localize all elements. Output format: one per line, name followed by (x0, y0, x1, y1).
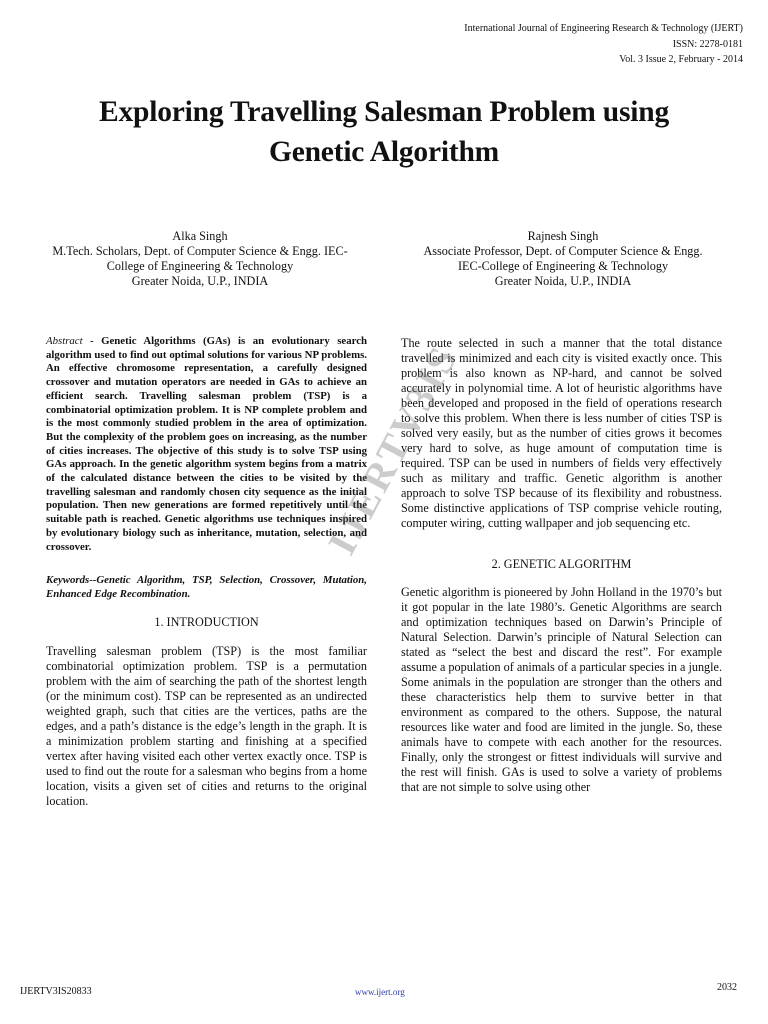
paper-title-line1: Exploring Travelling Salesman Problem using (98, 96, 669, 128)
author-name: Alka Singh (172, 229, 228, 243)
footer-website-link[interactable]: www.ijert.org (355, 987, 405, 997)
author-affiliation: IEC-College of Engineering & Technology (457, 259, 669, 273)
journal-name: International Journal of Engineering Research & Technology (IJERT) (464, 23, 743, 34)
abstract-text-rest: The objective of this study is to solve TSP using GAs approach. In the genetic algorithm system begins from a matrix of the calculated distance between the cities to be visited by the travelling salesman and randomly chosen city sequence as the initial population. Then new generations are formed repetitively until the suitable path is reached. Genetic algorithms use techniques inspired by evolutionary biology such as inheritance, mutation, selection, and crossover. (46, 444, 367, 553)
abstract-text-bold: - Genetic Algorithms (GAs) is an evolutionary search algorithm used to find out optimal solutions for various NP problems. An effective chromosome representation, a carefully designed crossover and mutation operators are needed in GAs to achieve an efficient search. Travelling salesman problem (TSP) is a combinatorial optimization problem. It is NP complete problem and is the most commonly studied problem in the area of optimization. But the complexity of the problem goes on increasing, as the number of cities increases. (46, 335, 367, 457)
author-affiliation: Associate Professor, Dept. of Computer Science & Engg. (423, 244, 703, 258)
abstract-label: Abstract (46, 335, 83, 347)
section-heading-genetic-algorithm: 2. GENETIC ALGORITHM (491, 557, 632, 571)
genetic-algorithm-body: Genetic algorithm is pioneered by John Holland in the 1970’s but it got popular in the late 1980’s. Genetic Algorithms are search and optimization techniques based on Darwin’s Principle of Natural Selection. Darwin’s principle of Natural Selection can stated as “select the best and discard the rest”. For example assume a population of animals of a particular species in a jungle. Some animals in the population are stronger than the others and these characteristics help them to survive better in that environment as compared to the others. Suppose, the natural resources like water and food are limited in the jungle. So, these animals have to compete with each another for the resources. Finally, only the strongest or fittest individuals will survive and the rest will finish. GAs is used to solve a variety of problems that are not simple to solve using other (401, 585, 722, 794)
abstract (46, 335, 367, 554)
author-location: Greater Noida, U.P., INDIA (131, 274, 269, 288)
section-heading-introduction: 1. INTRODUCTION (154, 615, 259, 629)
footer-page-number: 2032 (717, 982, 737, 993)
right-column-paragraph: The route selected in such a manner that the total distance travelled is minimized and each city is visited exactly once. This problem is also known as NP-hard, and cannot be solved accurately in polynomial time. A lot of heuristic algorithms have been developed and proposed in the field of operations research to solve this problem. When there is less number of cities TSP is solved very easily, but as the number of cities grows it becomes very hard to solve, as huge amount of computation time is required. TSP can be used in numbers of fields very effectively such as military and traffic. Genetic algorithm is another approach to solve TSP because of its flexibility and robustness. Some distinctive applications of TSP comprise vehicle routing, computer wiring, cutting wallpaper and job sequencing etc. (401, 336, 722, 530)
author-affiliation: M.Tech. Scholars, Dept. of Computer Science & Engg. IEC- (52, 244, 348, 258)
author-location: Greater Noida, U.P., INDIA (494, 274, 632, 288)
journal-header (464, 21, 743, 68)
watermark: IJERTV3IS (318, 337, 467, 562)
paper-title-line2: Genetic Algorithm (268, 136, 500, 168)
journal-issn: ISSN: 2278-0181 (672, 38, 743, 50)
author-block-1 (30, 229, 370, 289)
introduction-body: Travelling salesman problem (TSP) is the most familiar combinatorial optimization problem. TSP is a permutation problem with the aim of searching the path of the shortest length (or the minimum cost). TSP can be represented as an undirected weighted graph, such that cities are the vertices, paths are the edges, and a path’s distance is the edge’s length in the graph. It is a minimization problem starting and finishing at a specified vertex after having visited each other vertex exactly once. TSP is used to find out the route for a salesman who begins from a home location, visits a given set of cities and returns to the original location. (46, 644, 367, 808)
author-affiliation: College of Engineering & Technology (106, 259, 294, 273)
keywords: Keywords--Genetic Algorithm, TSP, Selection, Crossover, Mutation, Enhanced Edge Recombination. (46, 574, 367, 600)
paper-title (40, 92, 728, 172)
author-name: Rajnesh Singh (527, 229, 599, 243)
footer-paper-id: IJERTV3IS20833 (20, 986, 92, 997)
author-block-2 (393, 229, 733, 289)
journal-volume: Vol. 3 Issue 2, February - 2014 (619, 54, 743, 65)
